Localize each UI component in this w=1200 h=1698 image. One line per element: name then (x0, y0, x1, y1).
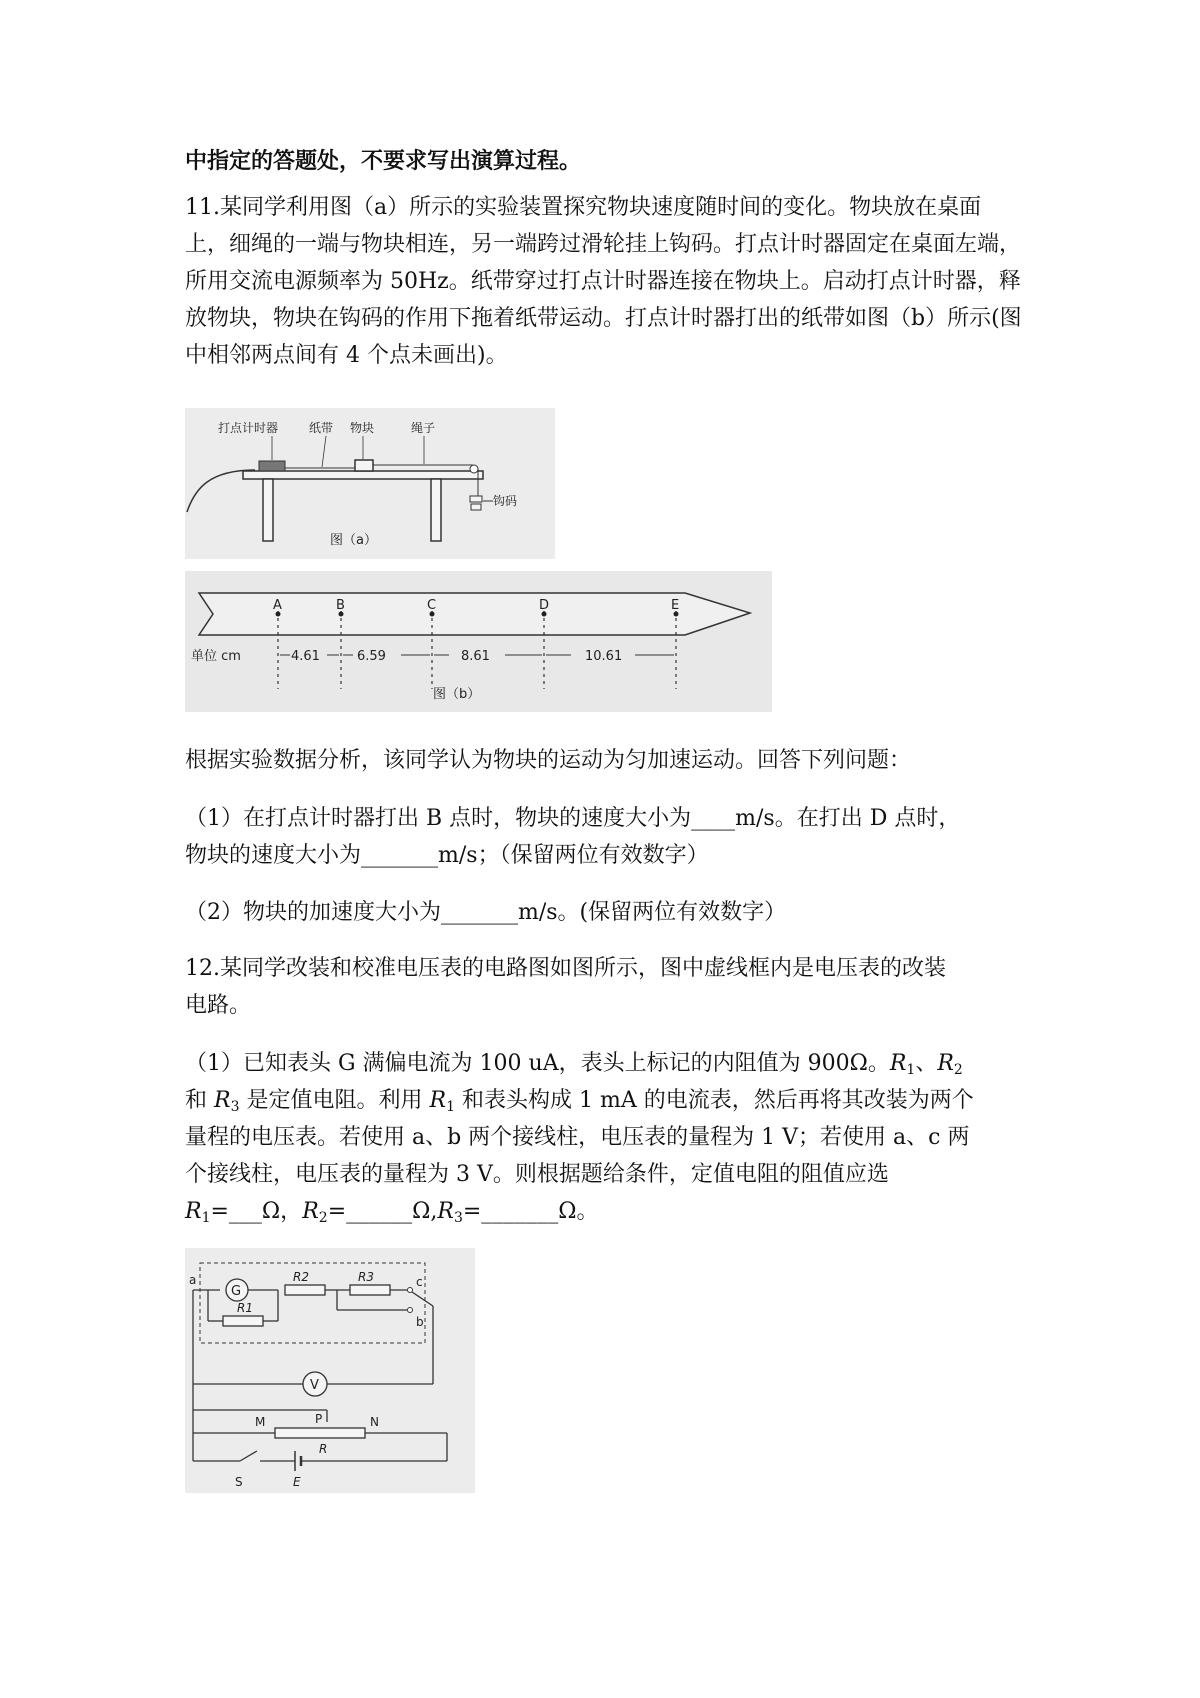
segment-bc: 6.59 (357, 649, 386, 664)
r1-label: R1 (237, 1301, 253, 1315)
q12-p1-line4: 个接线柱，电压表的量程为 3 V。则根据题给条件，定值电阻的阻值应选 (185, 1162, 889, 1187)
segment-cd: 8.61 (461, 649, 490, 664)
r3-label: R3 (358, 1270, 374, 1284)
figure-b-drawing (185, 571, 772, 712)
q12-p1-line2: 和 $R_3$ 是定值电阻。利用 $R_1$ 和表头构成 1 mA 的电流表，然后再将其改装为两个 (185, 1088, 974, 1115)
q11-sub1-line1: （1）在打点计时器打出 B 点时，物块的速度大小为____m/s。在打出 D 点时， (185, 806, 961, 831)
q11-paragraph: 11.某同学利用图（a）所示的实验装置探究物块速度随时间的变化。物块放在桌面上，细绳的一端与物块相连，另一端跨过滑轮挂上钩码。打点计时器固定在桌面左端，所用交流电源频率为 50Hz。纸带穿过打点计时器连接在物块上。启动打点计时器，释放物块，物块在钩码的作用下拖着纸带运动。打点计时器打出的纸带如图（b）所示(图中相邻两点间有 4 个点未画出)。 (185, 195, 1022, 368)
label-weight: 钩码 (493, 494, 518, 508)
segment-de: 10.61 (585, 649, 623, 664)
r2-label: R2 (293, 1270, 309, 1284)
label-block: 物块 (350, 421, 375, 435)
q11-analysis: 根据实验数据分析，该同学认为物块的运动为匀加速运动。回答下列问题： (185, 748, 912, 773)
q12-p1-line3: 量程的电压表。若使用 a、b 两个接线柱，电压表的量程为 1 V；若使用 a、c 两 (185, 1125, 970, 1150)
q12-p1-line5: $R_1=\_\_\_\Omega$，$R_2=\_\_\_\_\_\_\Omega,R_3=\_\_\_\_\_\_\_\Omega$。 (185, 1199, 599, 1226)
point-e: E (671, 598, 680, 613)
header-line: 中指定的答题处，不要求写出演算过程。 (185, 148, 582, 174)
caption-a: 图（a） (330, 533, 377, 548)
rheostat-r-label: R (319, 1442, 328, 1456)
q11-sub2: （2）物块的加速度大小为_______m/s。(保留两位有效数字） (185, 900, 787, 925)
label-rope: 绳子 (411, 421, 436, 435)
circuit-figure (185, 1248, 475, 1493)
figure-a (185, 408, 555, 559)
figure-b (185, 571, 772, 712)
q12-intro-line1: 12.某同学改装和校准电压表的电路图如图所示，图中虚线框内是电压表的改装 (185, 956, 946, 981)
q12-p1-line1: （1）已知表头 G 满偏电流为 100 uA，表头上标记的内阻值为 900Ω。$R_1$、$R_2$ (185, 1051, 963, 1078)
point-a: A (273, 598, 282, 613)
segment-ab: 4.61 (291, 649, 320, 664)
terminal-b: b (416, 1315, 424, 1329)
slider-p-label: P (315, 1412, 323, 1426)
voltmeter-label: V (310, 1378, 319, 1393)
caption-b: 图（b） (433, 687, 481, 702)
figure-a-drawing (185, 408, 555, 559)
q11-sub1-line2: 物块的速度大小为_______m/s；（保留两位有效数字） (185, 843, 709, 868)
galvanometer-label: G (231, 1284, 242, 1299)
battery-e-label: E (293, 1475, 301, 1489)
circuit-drawing (185, 1248, 475, 1493)
point-c: C (427, 598, 437, 613)
unit-label: 单位 cm (191, 649, 241, 664)
rheostat-n-label: N (370, 1415, 379, 1429)
terminal-a: a (189, 1273, 197, 1287)
rheostat-m-label: M (255, 1415, 266, 1429)
label-timer: 打点计时器 (218, 421, 279, 435)
point-b: B (336, 598, 345, 613)
label-tape: 纸带 (309, 421, 334, 435)
terminal-c: c (416, 1275, 423, 1289)
point-d: D (539, 598, 550, 613)
switch-s-label: S (235, 1475, 243, 1489)
q12-intro-line2: 电路。 (185, 993, 252, 1018)
